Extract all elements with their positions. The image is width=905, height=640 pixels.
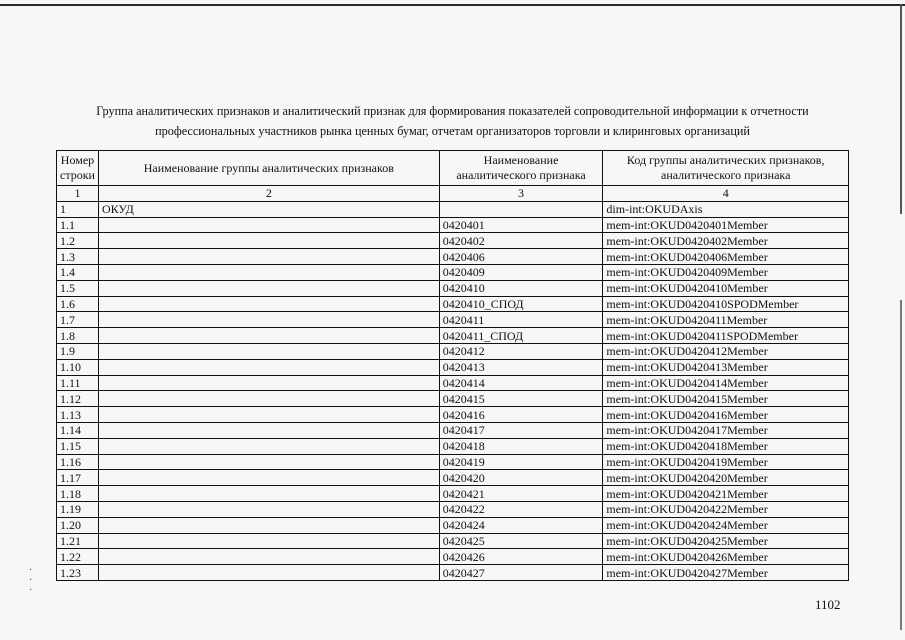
attribute-name-cell: 0420424	[439, 517, 603, 533]
row-number-cell: 1.4	[57, 264, 99, 280]
row-number-cell: 1.20	[57, 517, 99, 533]
row-number-cell: 1.5	[57, 280, 99, 296]
group-name-cell	[98, 533, 439, 549]
code-cell: mem-int:OKUD0420411Member	[603, 312, 849, 328]
row-number-cell: 1	[57, 201, 99, 217]
attribute-name-cell: 0420410_СПОД	[439, 296, 603, 312]
table-row	[57, 501, 849, 517]
table-row	[57, 549, 849, 565]
row-number-cell: 1.21	[57, 533, 99, 549]
table-row	[57, 407, 849, 423]
group-name-cell	[98, 391, 439, 407]
attribute-name-cell: 0420414	[439, 375, 603, 391]
scan-edge-top	[0, 4, 905, 6]
code-cell: dim-int:OKUDAxis	[603, 201, 849, 217]
table-body	[57, 201, 849, 580]
table-row	[57, 486, 849, 502]
group-name-cell	[98, 517, 439, 533]
code-cell: mem-int:OKUD0420414Member	[603, 375, 849, 391]
row-number-cell: 1.14	[57, 422, 99, 438]
row-number-cell: 1.8	[57, 328, 99, 344]
page-number: 1102	[815, 597, 841, 612]
row-number-cell: 1.19	[57, 501, 99, 517]
header-code: Код группы аналитических признаков, аналитического признака	[603, 151, 849, 186]
row-number-cell: 1.17	[57, 470, 99, 486]
row-number-cell: 1.11	[57, 375, 99, 391]
page-title-line-2: профессиональных участников рынка ценных бумаг, отчетам организаторов торговли и клиринговых организаций	[155, 124, 750, 138]
attribute-name-cell: 0420406	[439, 249, 603, 265]
attribute-name-cell: 0420401	[439, 217, 603, 233]
table-row	[57, 359, 849, 375]
table-row	[57, 422, 849, 438]
row-number-cell: 1.9	[57, 343, 99, 359]
attribute-name-cell: 0420419	[439, 454, 603, 470]
scan-margin-mark: · · ·	[29, 565, 33, 596]
table-row	[57, 233, 849, 249]
row-number-cell: 1.7	[57, 312, 99, 328]
row-number-cell: 1.15	[57, 438, 99, 454]
group-name-cell	[98, 233, 439, 249]
table-row	[57, 264, 849, 280]
page-title	[40, 101, 865, 141]
group-name-cell	[98, 217, 439, 233]
attribute-name-cell: 0420402	[439, 233, 603, 249]
row-number-cell: 1.6	[57, 296, 99, 312]
group-name-cell	[98, 280, 439, 296]
table-row	[57, 343, 849, 359]
row-number-cell: 1.3	[57, 249, 99, 265]
code-cell: mem-int:OKUD0420416Member	[603, 407, 849, 423]
attribute-name-cell: 0420417	[439, 422, 603, 438]
group-name-cell	[98, 375, 439, 391]
code-cell: mem-int:OKUD0420411SPODMember	[603, 328, 849, 344]
table-row	[57, 201, 849, 217]
group-name-cell	[98, 549, 439, 565]
attribute-name-cell: 0420426	[439, 549, 603, 565]
table-row	[57, 438, 849, 454]
code-cell: mem-int:OKUD0420402Member	[603, 233, 849, 249]
group-name-cell	[98, 328, 439, 344]
group-name-cell	[98, 454, 439, 470]
row-number-cell: 1.23	[57, 565, 99, 581]
code-cell: mem-int:OKUD0420415Member	[603, 391, 849, 407]
code-cell: mem-int:OKUD0420424Member	[603, 517, 849, 533]
group-name-cell	[98, 407, 439, 423]
code-cell: mem-int:OKUD0420422Member	[603, 501, 849, 517]
attribute-name-cell: 0420413	[439, 359, 603, 375]
column-number: 3	[439, 186, 603, 202]
table-row	[57, 217, 849, 233]
table-row	[57, 391, 849, 407]
attribute-name-cell: 0420418	[439, 438, 603, 454]
table-row	[57, 565, 849, 581]
row-number-cell: 1.1	[57, 217, 99, 233]
row-number-cell: 1.12	[57, 391, 99, 407]
group-name-cell	[98, 296, 439, 312]
group-name-cell	[98, 264, 439, 280]
code-cell: mem-int:OKUD0420406Member	[603, 249, 849, 265]
attribute-name-cell: 0420416	[439, 407, 603, 423]
page-title-line-1: Группа аналитических признаков и аналитический признак для формирования показателей сопроводительной информации к отчетности	[96, 104, 809, 118]
header-row-number: Номер строки	[57, 151, 99, 186]
table-row	[57, 312, 849, 328]
table-row	[57, 328, 849, 344]
analytics-table	[56, 150, 849, 581]
table-row	[57, 249, 849, 265]
group-name-cell	[98, 343, 439, 359]
attribute-name-cell: 0420422	[439, 501, 603, 517]
attribute-name-cell: 0420411	[439, 312, 603, 328]
table-row	[57, 280, 849, 296]
code-cell: mem-int:OKUD0420413Member	[603, 359, 849, 375]
code-cell: mem-int:OKUD0420409Member	[603, 264, 849, 280]
scan-edge-right-lower	[900, 300, 902, 630]
code-cell: mem-int:OKUD0420417Member	[603, 422, 849, 438]
column-number: 2	[98, 186, 439, 202]
table-row	[57, 517, 849, 533]
group-name-cell	[98, 312, 439, 328]
header-attribute-name: Наименование аналитического признака	[439, 151, 603, 186]
code-cell: mem-int:OKUD0420401Member	[603, 217, 849, 233]
table-row	[57, 470, 849, 486]
attribute-name-cell: 0420427	[439, 565, 603, 581]
attribute-name-cell: 0420425	[439, 533, 603, 549]
code-cell: mem-int:OKUD0420426Member	[603, 549, 849, 565]
group-name-cell	[98, 470, 439, 486]
code-cell: mem-int:OKUD0420418Member	[603, 438, 849, 454]
group-name-cell	[98, 249, 439, 265]
code-cell: mem-int:OKUD0420412Member	[603, 343, 849, 359]
code-cell: mem-int:OKUD0420419Member	[603, 454, 849, 470]
code-cell: mem-int:OKUD0420420Member	[603, 470, 849, 486]
attribute-name-cell: 0420412	[439, 343, 603, 359]
attribute-name-cell: 0420415	[439, 391, 603, 407]
code-cell: mem-int:OKUD0420410Member	[603, 280, 849, 296]
attribute-name-cell: 0420421	[439, 486, 603, 502]
attribute-name-cell: 0420409	[439, 264, 603, 280]
row-number-cell: 1.13	[57, 407, 99, 423]
row-number-cell: 1.18	[57, 486, 99, 502]
row-number-cell: 1.2	[57, 233, 99, 249]
row-number-cell: 1.10	[57, 359, 99, 375]
attribute-name-cell: 0420411_СПОД	[439, 328, 603, 344]
table-row	[57, 296, 849, 312]
table-row	[57, 454, 849, 470]
group-name-cell	[98, 438, 439, 454]
group-name-cell	[98, 422, 439, 438]
group-name-cell	[98, 359, 439, 375]
column-number-row	[57, 186, 849, 202]
group-name-cell	[98, 486, 439, 502]
code-cell: mem-int:OKUD0420427Member	[603, 565, 849, 581]
row-number-cell: 1.22	[57, 549, 99, 565]
table-header-row	[57, 151, 849, 186]
table-row	[57, 375, 849, 391]
code-cell: mem-int:OKUD0420410SPODMember	[603, 296, 849, 312]
group-name-cell: ОКУД	[98, 201, 439, 217]
code-cell: mem-int:OKUD0420425Member	[603, 533, 849, 549]
group-name-cell	[98, 565, 439, 581]
column-number: 4	[603, 186, 849, 202]
table-row	[57, 533, 849, 549]
header-group-name: Наименование группы аналитических признаков	[98, 151, 439, 186]
row-number-cell: 1.16	[57, 454, 99, 470]
scan-edge-right	[900, 4, 902, 214]
column-number: 1	[57, 186, 99, 202]
group-name-cell	[98, 501, 439, 517]
attribute-name-cell	[439, 201, 603, 217]
attribute-name-cell: 0420420	[439, 470, 603, 486]
code-cell: mem-int:OKUD0420421Member	[603, 486, 849, 502]
attribute-name-cell: 0420410	[439, 280, 603, 296]
